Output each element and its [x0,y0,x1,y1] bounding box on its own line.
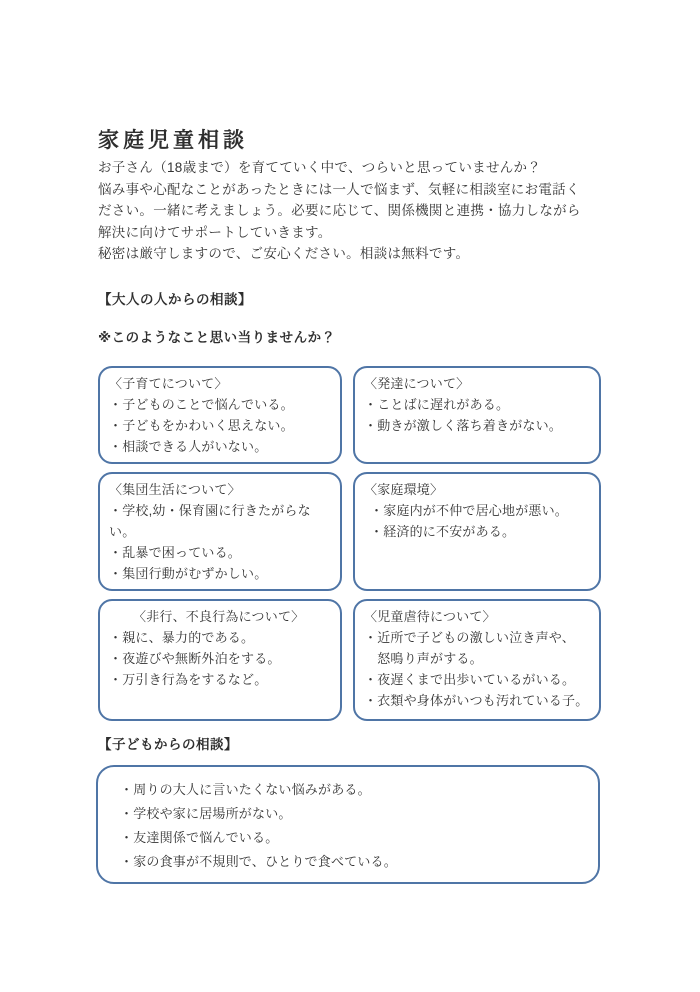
consultation-box-development [353,366,601,464]
box-item: ・経済的に不安がある。 [370,524,516,539]
box-item: ・ことばに遅れがある。 [364,397,510,412]
box-item: ・集団行動がむずかしい。 [109,566,268,581]
intro-line: 悩み事や心配なことがあったときには一人で悩まず、気軽に相談室にお電話く [98,181,580,197]
box-title: 〈集団生活について〉 [109,482,241,497]
page-title: 家庭児童相談 [98,129,248,152]
intro-line: 秘密は厳守しますので、ご安心ください。相談は無料です。 [98,246,470,261]
box-title: 〈発達について〉 [364,376,470,391]
box-item: ・衣類や身体がいつも汚れている子。 [364,693,589,708]
box-item: ・学校や家に居場所がない。 [120,806,292,821]
consultation-box-child-abuse [353,599,601,721]
box-item: ・夜遊びや無断外泊をする。 [109,651,281,666]
box-item: ・家の食事が不規則で、ひとりで食べている。 [120,854,397,869]
box-item: ・親に、暴力的である。 [109,630,255,645]
adult-section-heading: 【大人の人からの相談】 [98,292,252,307]
box-item: ・家庭内が不仲で居心地が悪い。 [370,503,569,518]
child-section-heading: 【子どもからの相談】 [98,737,238,752]
box-item: ・相談できる人がいない。 [109,439,268,454]
consultation-boxes-grid [98,366,601,721]
box-title: 〈子育てについて〉 [109,376,228,391]
consultation-box-delinquency [98,599,342,721]
box-title: 〈非行、不良行為について〉 [133,609,305,624]
intro-line: ださい。一緒に考えましょう。必要に応じて、関係機関と連携・協力しながら [98,203,581,218]
intro-line: 解決に向けてサポートしていきます。 [98,224,332,240]
consultation-box-group-life [98,472,342,591]
box-item: ・夜遅くまで出歩いているがいる。 [364,672,576,687]
box-item: ・近所で子どもの激しい泣き声や、 [364,630,575,645]
intro-line: お子さん（18歳まで）を育てていく中で、つらいと思っていませんか？ [98,160,542,175]
child-consultation-box [96,765,600,884]
box-item: ・子どもをかわいく思えない。 [109,418,294,433]
box-item: ・周りの大人に言いたくない悩みがある。 [120,782,371,797]
box-item: ・学校,幼・保育園に行きたがらない。 [109,503,311,539]
consultation-box-childcare [98,366,342,464]
box-item: ・万引き行為をするなど。 [109,672,268,687]
box-item: ・友達関係で悩んでいる。 [120,830,279,845]
adult-section-subheading: ※このようなこと思い当りませんか？ [98,330,336,345]
consultation-box-home-environment [353,472,601,591]
box-title: 〈家庭環境〉 [364,482,444,497]
box-item: 怒鳴り声がする。 [364,651,483,666]
box-item: ・子どものことで悩んでいる。 [109,397,294,412]
box-item: ・乱暴で困っている。 [109,545,242,560]
box-title: 〈児童虐待について〉 [364,609,496,624]
intro-paragraph [98,157,610,265]
box-item: ・動きが激しく落ち着きがない。 [364,418,563,433]
